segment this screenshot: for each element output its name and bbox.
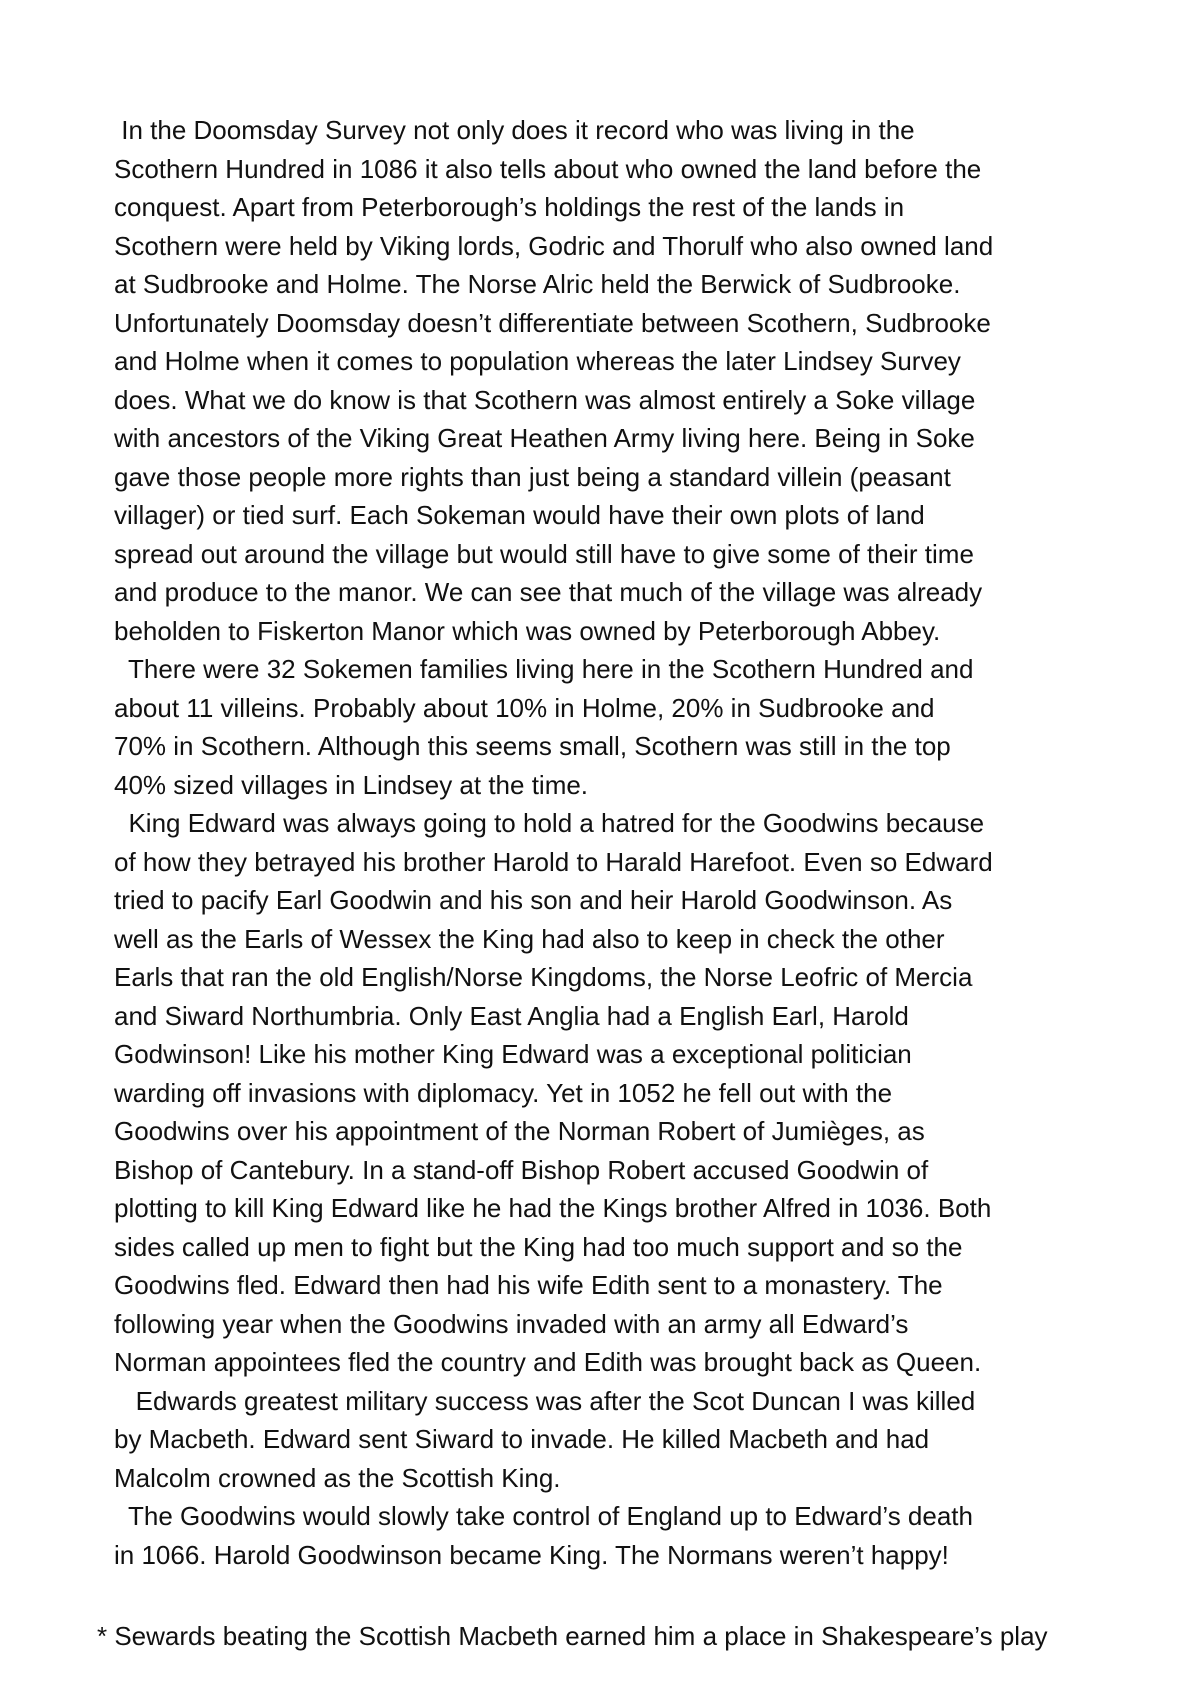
body-line: gave those people more rights than just being a standard villein (peasant: [114, 461, 951, 492]
body-line: Bishop of Cantebury. In a stand-off Bishop Robert accused Goodwin of: [114, 1154, 929, 1185]
body-line: Scothern were held by Viking lords, Godric and Thorulf who also owned land: [114, 230, 994, 261]
body-line: following year when the Goodwins invaded with an army all Edward’s: [114, 1308, 909, 1339]
body-line: and produce to the manor. We can see that much of the village was already: [114, 577, 983, 607]
body-line: Norman appointees fled the country and Edith was brought back as Queen.: [114, 1347, 982, 1377]
body-line: Earls that ran the old English/Norse Kingdoms, the Norse Leofric of Mercia: [114, 962, 973, 992]
body-line: by Macbeth. Edward sent Siward to invade. He killed Macbeth and had: [114, 1424, 930, 1454]
body-line: Goodwins over his appointment of the Norman Robert of Jumièges, as: [114, 1116, 925, 1146]
body-line: about 11 villeins. Probably about 10% in Holme, 20% in Sudbrooke and: [114, 692, 935, 723]
body-line: plotting to kill King Edward like he had the Kings brother Alfred in 1036. Both: [114, 1193, 992, 1223]
body-line: Goodwins fled. Edward then had his wife Edith sent to a monastery. The: [114, 1270, 943, 1300]
body-text: [114, 111, 1114, 1574]
body-line: There were 32 Sokemen families living here in the Scothern Hundred and: [114, 654, 974, 684]
body-line: with ancestors of the Viking Great Heathen Army living here. Being in Soke: [114, 423, 975, 453]
body-line: 70% in Scothern. Although this seems small, Scothern was still in the top: [114, 731, 951, 761]
body-line: Edwards greatest military success was after the Scot Duncan I was killed: [114, 1385, 976, 1416]
body-line: The Goodwins would slowly take control of England up to Edward’s death: [114, 1501, 973, 1531]
body-line: at Sudbrooke and Holme. The Norse Alric held the Berwick of Sudbrooke.: [114, 269, 961, 299]
body-line: Malcolm crowned as the Scottish King.: [114, 1462, 561, 1493]
body-line: Scothern Hundred in 1086 it also tells about who owned the land before the: [114, 153, 982, 184]
footnote: * Sewards beating the Scottish Macbeth earned him a place in Shakespeare’s play: [97, 1621, 1048, 1651]
body-line: sides called up men to fight but the King had too much support and so the: [114, 1231, 963, 1262]
body-line: villager) or tied surf. Each Sokeman would have their own plots of land: [114, 500, 925, 530]
body-line: Godwinson! Like his mother King Edward was a exceptional politician: [114, 1039, 912, 1069]
body-line: and Siward Northumbria. Only East Anglia had a English Earl, Harold: [114, 1000, 909, 1031]
body-line: does. What we do know is that Scothern was almost entirely a Soke village: [114, 384, 976, 415]
body-line: well as the Earls of Wessex the King had also to keep in check the other: [114, 923, 945, 954]
body-line: 40% sized villages in Lindsey at the time.: [114, 769, 589, 800]
body-line: beholden to Fiskerton Manor which was owned by Peterborough Abbey.: [114, 615, 941, 646]
body-line: King Edward was always going to hold a hatred for the Goodwins because: [114, 808, 985, 838]
body-line: In the Doomsday Survey not only does it record who was living in the: [114, 115, 915, 145]
body-line: spread out around the village but would still have to give some of their time: [114, 538, 974, 569]
body-line: in 1066. Harold Goodwinson became King. The Normans weren’t happy!: [114, 1539, 949, 1570]
body-line: Unfortunately Doomsday doesn’t differentiate between Scothern, Sudbrooke: [114, 307, 991, 338]
body-line: conquest. Apart from Peterborough’s holdings the rest of the lands in: [114, 192, 905, 222]
body-line: tried to pacify Earl Goodwin and his son and heir Harold Goodwinson. As: [114, 885, 953, 915]
body-line: warding off invasions with diplomacy. Yet in 1052 he fell out with the: [114, 1077, 893, 1108]
body-line: and Holme when it comes to population whereas the later Lindsey Survey: [114, 346, 961, 376]
body-line: of how they betrayed his brother Harold to Harald Harefoot. Even so Edward: [114, 846, 993, 877]
